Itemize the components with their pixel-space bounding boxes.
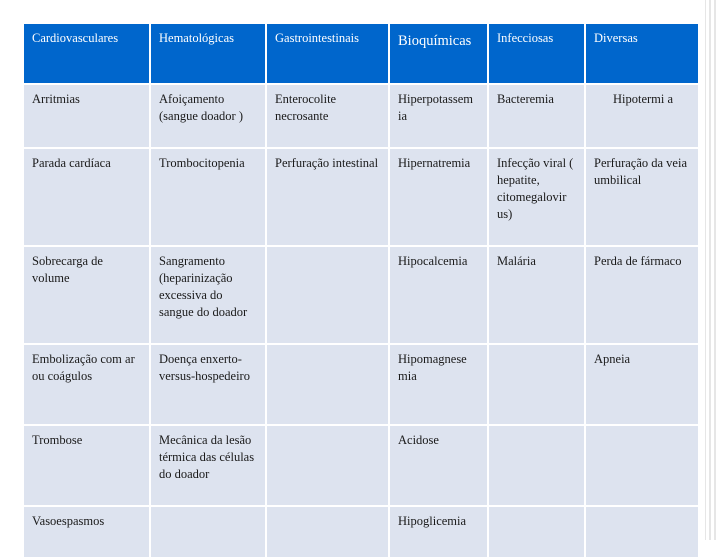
table-cell: Hipernatremia (389, 148, 488, 246)
table-cell: Doença enxerto-versus-hospedeiro (150, 344, 266, 425)
table-cell: Trombocitopenia (150, 148, 266, 246)
table-cell (266, 344, 389, 425)
table-cell: Perfuração da veia umbilical (585, 148, 699, 246)
table-cell: Sobrecarga de volume (23, 246, 150, 344)
table-cell: Perda de fármaco (585, 246, 699, 344)
table-cell (585, 506, 699, 558)
table-cell (488, 344, 585, 425)
table-row (23, 148, 699, 246)
table-cell: Trombose (23, 425, 150, 506)
table-cell (488, 506, 585, 558)
table-cell (585, 425, 699, 506)
table-cell: Acidose (389, 425, 488, 506)
table-cell: Hipotermi a (585, 84, 699, 148)
header-cardiovasculares: Cardiovasculares (23, 23, 150, 84)
table-row (23, 344, 699, 425)
table-cell (266, 246, 389, 344)
table-row (23, 506, 699, 558)
table-cell: Afoiçamento (sangue doador ) (150, 84, 266, 148)
table-cell: Embolização com ar ou coágulos (23, 344, 150, 425)
table-cell: Apneia (585, 344, 699, 425)
table-cell: Infecção viral ( hepatite, citomegalovir us) (488, 148, 585, 246)
header-hematologicas: Hematológicas (150, 23, 266, 84)
table-cell (488, 425, 585, 506)
table-cell: Vasoespasmos (23, 506, 150, 558)
slide-edge-line (714, 0, 716, 540)
table-cell: Parada cardíaca (23, 148, 150, 246)
table-cell: Mecânica da lesão térmica das células do doador (150, 425, 266, 506)
complications-table (22, 22, 700, 559)
table-cell: Arritmias (23, 84, 150, 148)
table-header-row (23, 23, 699, 84)
slide-edge-line (709, 0, 711, 540)
header-diversas: Diversas (585, 23, 699, 84)
header-gastrointestinais: Gastrointestinais (266, 23, 389, 84)
header-infecciosas: Infecciosas (488, 23, 585, 84)
table-cell: Hipomagnese mia (389, 344, 488, 425)
table-cell (266, 506, 389, 558)
table-cell: Sangramento (heparinização excessiva do sangue do doador (150, 246, 266, 344)
header-bioquimicas: Bioquímicas (389, 23, 488, 84)
table-cell: Hiperpotassem ia (389, 84, 488, 148)
table-cell (150, 506, 266, 558)
table-row (23, 246, 699, 344)
table-cell: Perfuração intestinal (266, 148, 389, 246)
table-cell: Malária (488, 246, 585, 344)
table-cell: Hipocalcemia (389, 246, 488, 344)
table-cell (266, 425, 389, 506)
slide-edge-line (705, 0, 706, 540)
table-cell: Hipoglicemia (389, 506, 488, 558)
table-row (23, 84, 699, 148)
table-cell: Bacteremia (488, 84, 585, 148)
table-cell: Enterocolite necrosante (266, 84, 389, 148)
table-row (23, 425, 699, 506)
